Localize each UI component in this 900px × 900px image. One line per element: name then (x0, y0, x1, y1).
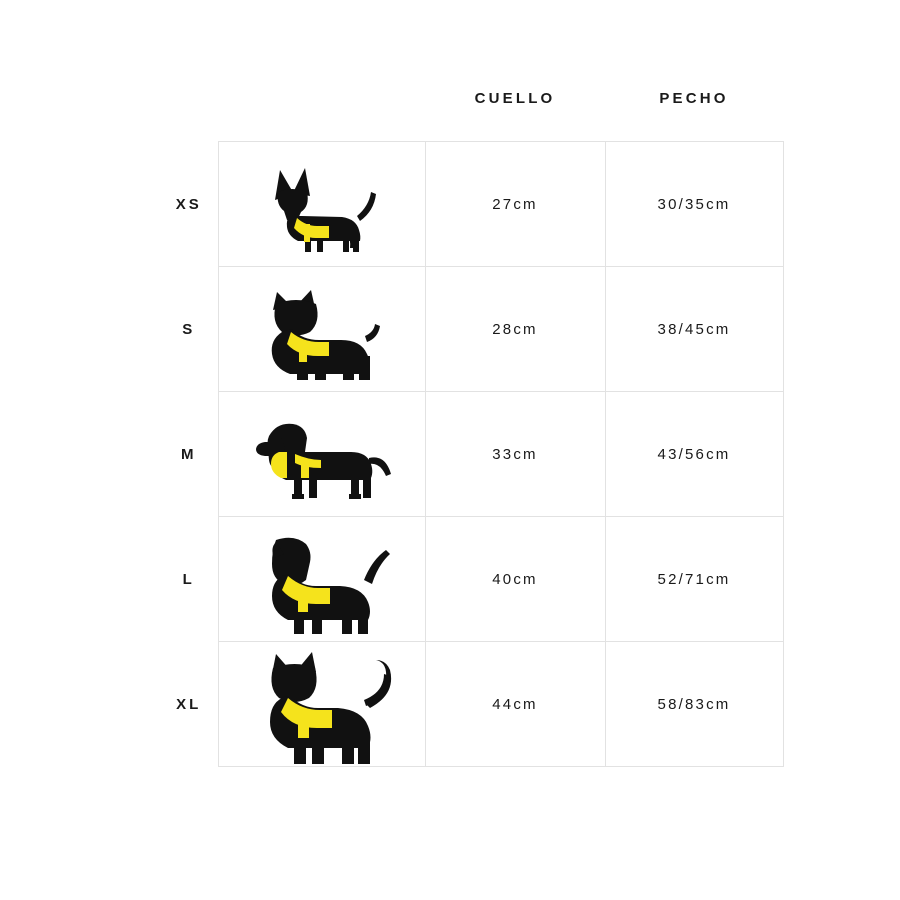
shiba-harness-icon (242, 642, 402, 767)
dachshund-harness-icon (239, 402, 404, 507)
row-dog-illustration (218, 267, 425, 392)
table-row (160, 142, 783, 267)
table-row (160, 392, 783, 517)
row-dog-illustration (218, 142, 425, 267)
row-dog-illustration (218, 392, 425, 517)
row-chest-value: 38/45cm (605, 267, 783, 392)
column-header-size (160, 90, 218, 142)
table-body (160, 142, 783, 767)
table-header (160, 90, 783, 142)
row-neck-value: 44cm (425, 642, 605, 767)
row-neck-value: 27cm (425, 142, 605, 267)
row-size-label: M (181, 445, 197, 463)
bulldog-harness-icon (247, 274, 397, 384)
chihuahua-harness-icon (247, 154, 397, 254)
row-dog-illustration (218, 642, 425, 767)
row-chest-value: 30/35cm (605, 142, 783, 267)
row-size-label: XL (176, 695, 202, 713)
table-row (160, 267, 783, 392)
column-header-neck: CUELLO (474, 90, 556, 107)
column-header-image (218, 90, 425, 142)
column-header-chest: PECHO (659, 90, 729, 107)
row-chest-value: 58/83cm (605, 642, 783, 767)
row-dog-illustration (218, 517, 425, 642)
row-chest-value: 52/71cm (605, 517, 783, 642)
size-table (160, 90, 784, 767)
row-chest-value: 43/56cm (605, 392, 783, 517)
row-size-label: XS (175, 195, 202, 213)
row-neck-value: 28cm (425, 267, 605, 392)
row-size-label: S (182, 320, 196, 338)
row-size-label: L (182, 570, 195, 588)
row-neck-value: 33cm (425, 392, 605, 517)
terrier-harness-icon (242, 522, 402, 637)
table-row (160, 642, 783, 767)
table-row (160, 517, 783, 642)
row-neck-value: 40cm (425, 517, 605, 642)
